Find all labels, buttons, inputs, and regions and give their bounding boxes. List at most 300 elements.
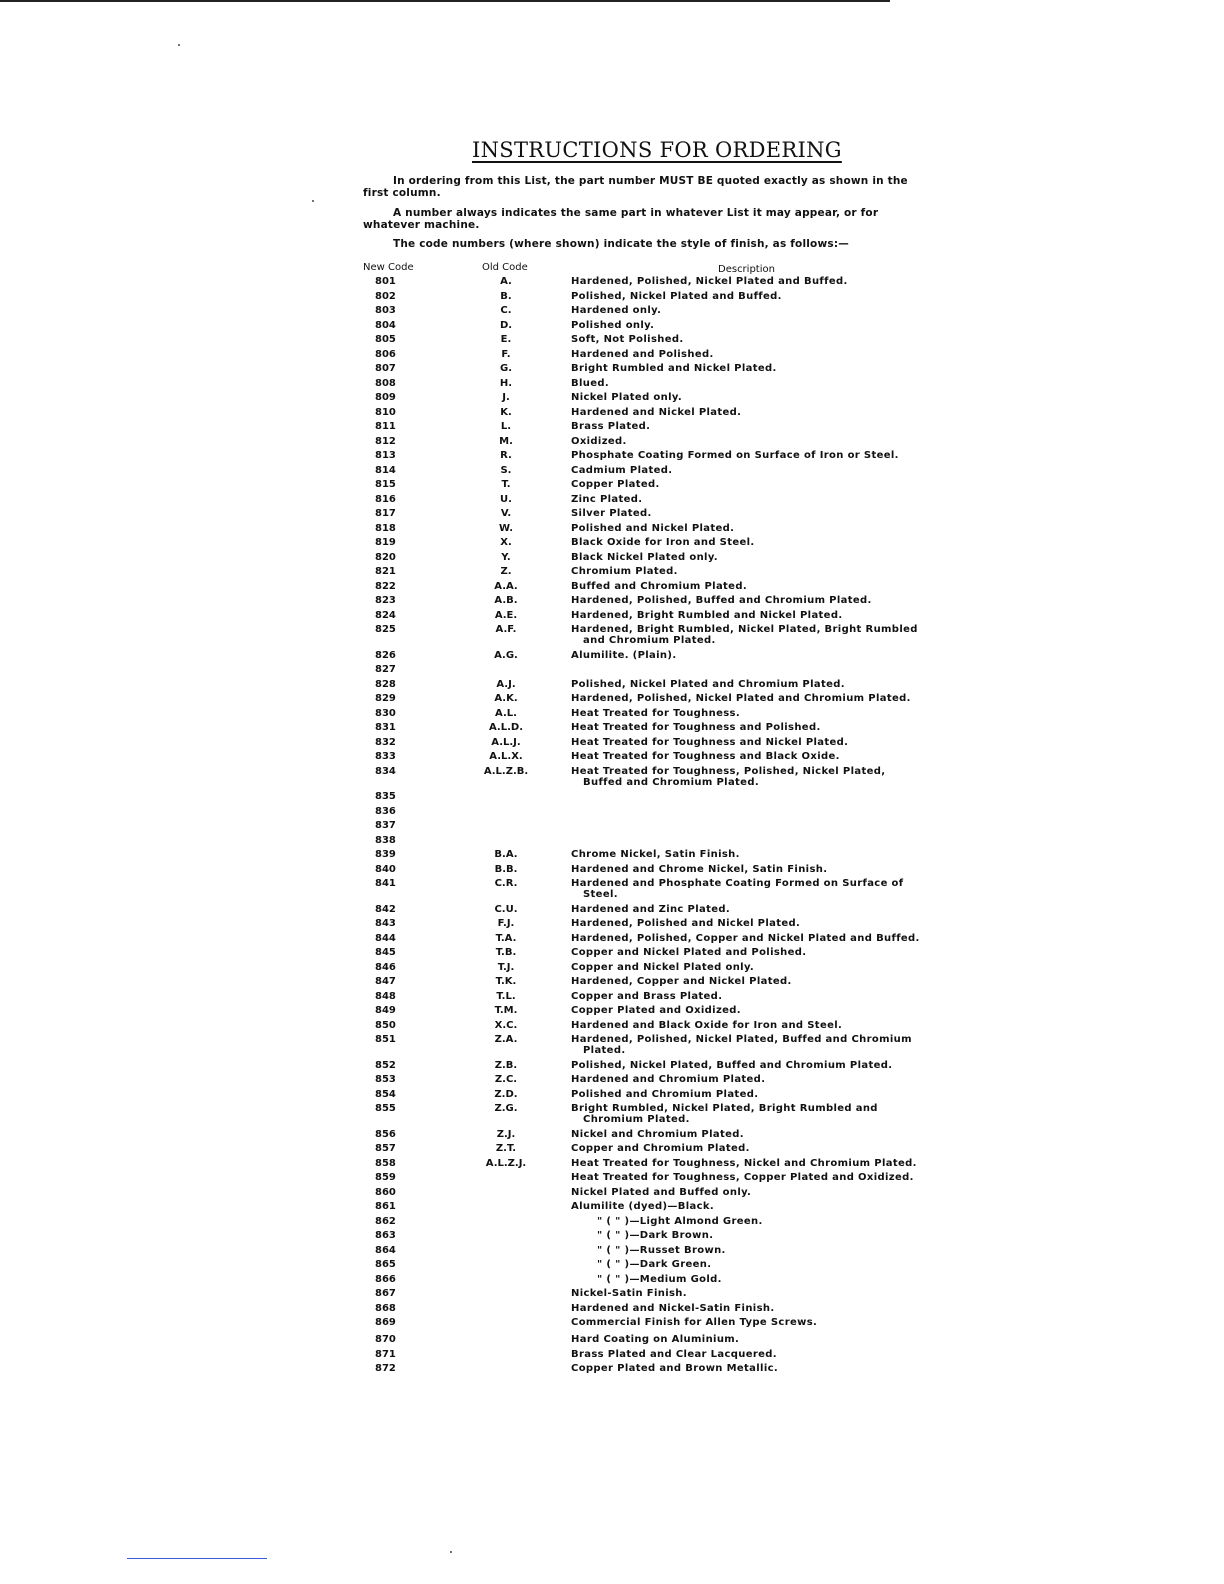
- table-row: [0, 1349, 1224, 1364]
- new-code-cell: 806: [375, 348, 396, 360]
- new-code-cell: 812: [375, 435, 396, 447]
- old-code-cell: A.B.: [494, 595, 518, 606]
- description-text: Soft, Not Polished.: [571, 334, 684, 345]
- old-code-cell: V.: [500, 508, 512, 519]
- new-code-cell: 826: [375, 649, 396, 661]
- intro-paragraph-1: In ordering from this List, the part number MUST BE quoted exactly as shown in the first column.: [363, 175, 908, 199]
- description-cell: [571, 610, 927, 621]
- description-cell: [571, 1103, 927, 1125]
- description-cell: [571, 465, 927, 476]
- old-code-cell: T.M.: [494, 1005, 518, 1016]
- new-code-cell: 867: [375, 1288, 396, 1299]
- new-code-cell: 846: [375, 961, 396, 973]
- new-code-cell: 860: [375, 1186, 396, 1198]
- new-code-cell: 849: [375, 1005, 396, 1016]
- new-code-cell: 852: [375, 1059, 396, 1071]
- table-row: [0, 581, 1224, 596]
- table-row: [0, 610, 1224, 625]
- table-row: [0, 1074, 1224, 1089]
- old-code-cell: Z.B.: [494, 1059, 518, 1071]
- table-row: [0, 864, 1224, 879]
- intro-paragraph-2: A number always indicates the same part in whatever List it may appear, or for whatever machine.: [363, 207, 879, 231]
- table-row: [0, 806, 1224, 821]
- table-row: [0, 537, 1224, 552]
- old-code-cell: Z.J.: [496, 1128, 516, 1140]
- table-row: [0, 650, 1224, 665]
- description-text: " ( " )—Light Almond Green.: [597, 1215, 763, 1227]
- table-row: [0, 693, 1224, 708]
- new-code-cell: 839: [375, 849, 396, 860]
- description-cell: [571, 1020, 927, 1031]
- description-cell: [571, 1060, 927, 1071]
- description-cell: [571, 624, 927, 646]
- old-code-cell: A.L.Z.J.: [485, 1157, 527, 1169]
- table-row: [0, 320, 1224, 335]
- table-row: [0, 1216, 1224, 1231]
- table-row: [0, 421, 1224, 436]
- description-text: Commercial Finish for Allen Type Screws.: [571, 1317, 818, 1328]
- new-code-cell: 865: [375, 1259, 396, 1270]
- top-rule: [0, 0, 890, 2]
- new-code-cell: 830: [375, 707, 396, 719]
- new-code-cell: 869: [375, 1317, 396, 1328]
- table-row: [0, 947, 1224, 962]
- description-text: Silver Plated.: [571, 508, 652, 519]
- new-code-cell: 814: [375, 464, 396, 476]
- table-row: [0, 766, 1224, 792]
- description-text: " ( " )—Medium Gold.: [597, 1273, 722, 1285]
- old-code-cell: A.: [500, 276, 512, 287]
- table-row: [0, 1060, 1224, 1075]
- old-code-cell: B.B.: [494, 863, 518, 875]
- new-code-cell: 815: [375, 479, 396, 490]
- description-text: Hardened and Nickel Plated.: [571, 406, 742, 418]
- table-row: [0, 378, 1224, 393]
- old-code-cell: X.C.: [494, 1019, 518, 1031]
- table-row: [0, 1187, 1224, 1202]
- description-cell: [571, 1349, 927, 1360]
- description-cell: [571, 450, 927, 461]
- table-row: [0, 508, 1224, 523]
- description-text: Polished and Nickel Plated.: [571, 522, 735, 534]
- new-code-cell: 822: [375, 580, 396, 592]
- description-cell: [571, 349, 927, 360]
- description-cell: [571, 650, 927, 661]
- table-row: [0, 407, 1224, 422]
- description-cell: [571, 991, 927, 1002]
- description-cell: [571, 722, 927, 733]
- old-code-cell: A.L.Z.B.: [483, 765, 529, 777]
- table-row: [0, 305, 1224, 320]
- new-code-cell: 850: [375, 1019, 396, 1031]
- description-cell: [571, 947, 927, 958]
- bottom-rule: [127, 1558, 267, 1559]
- description-cell: [571, 1129, 927, 1140]
- new-code-cell: 818: [375, 522, 396, 534]
- description-text: Heat Treated for Toughness and Polished.: [571, 722, 821, 733]
- old-code-cell: A.F.: [495, 624, 517, 635]
- table-row: [0, 1034, 1224, 1060]
- table-row: [0, 334, 1224, 349]
- table-row: [0, 664, 1224, 679]
- description-cell: [571, 595, 927, 606]
- description-cell: [571, 508, 927, 519]
- description-cell: [571, 1245, 953, 1256]
- description-text: Buffed and Chromium Plated.: [571, 580, 747, 592]
- new-code-cell: 862: [375, 1215, 396, 1227]
- new-code-cell: 841: [375, 878, 396, 889]
- description-text: Hardened and Nickel-Satin Finish.: [571, 1302, 775, 1314]
- table-row: [0, 436, 1224, 451]
- scan-speck: [178, 44, 180, 46]
- old-code-cell: G.: [499, 363, 512, 374]
- new-code-cell: 827: [375, 664, 396, 675]
- new-code-cell: 848: [375, 990, 396, 1002]
- description-text: Black Nickel Plated only.: [571, 551, 718, 563]
- description-text: Copper and Nickel Plated only.: [571, 961, 755, 973]
- description-text: Hardened, Polished, Nickel Plated and Buffed.: [571, 276, 848, 287]
- scan-speck: [450, 1551, 452, 1553]
- new-code-cell: 817: [375, 508, 396, 519]
- new-code-cell: 870: [375, 1334, 396, 1345]
- description-cell: [571, 849, 927, 860]
- description-text: Brass Plated and Clear Lacquered.: [571, 1348, 777, 1360]
- description-text: Cadmium Plated.: [571, 464, 673, 476]
- new-code-cell: 855: [375, 1103, 396, 1114]
- new-code-cell: 858: [375, 1157, 396, 1169]
- description-text: Hardened, Polished and Nickel Plated.: [571, 918, 801, 929]
- description-text: " ( " )—Dark Brown.: [597, 1230, 714, 1241]
- table-row: [0, 1089, 1224, 1104]
- intro-paragraph-3: The code numbers (where shown) indicate the style of finish, as follows:—: [393, 238, 849, 250]
- description-text: Oxidized.: [571, 435, 627, 447]
- table-row: [0, 349, 1224, 364]
- old-code-cell: T.L.: [496, 990, 516, 1002]
- column-header-description: Description: [718, 264, 775, 275]
- old-code-cell: Z.C.: [494, 1074, 518, 1085]
- new-code-cell: 807: [375, 363, 396, 374]
- old-code-cell: T.A.: [495, 932, 517, 944]
- new-code-cell: 847: [375, 976, 396, 987]
- table-row: [0, 1158, 1224, 1173]
- old-code-cell: C.: [500, 305, 512, 316]
- description-text: Heat Treated for Toughness, Nickel and Chromium Plated.: [571, 1157, 917, 1169]
- description-text: Heat Treated for Toughness and Nickel Plated.: [571, 736, 849, 748]
- old-code-cell: D.: [499, 319, 513, 331]
- new-code-cell: 861: [375, 1201, 396, 1212]
- description-text: Hard Coating on Aluminium.: [571, 1334, 740, 1345]
- new-code-cell: 823: [375, 595, 396, 606]
- new-code-cell: 813: [375, 450, 396, 461]
- new-code-cell: 845: [375, 947, 396, 958]
- new-code-cell: 803: [375, 305, 396, 316]
- old-code-cell: Y.: [501, 551, 511, 563]
- new-code-cell: 811: [375, 421, 396, 432]
- description-cell: [571, 523, 927, 534]
- description-text: Copper Plated and Oxidized.: [571, 1005, 741, 1016]
- description-continuation: Buffed and Chromium Plated.: [583, 776, 759, 788]
- table-row: [0, 1143, 1224, 1158]
- table-row: [0, 791, 1224, 806]
- table-row: [0, 679, 1224, 694]
- description-text: Chrome Nickel, Satin Finish.: [571, 849, 740, 860]
- new-code-cell: 842: [375, 903, 396, 915]
- description-cell: [571, 1172, 927, 1183]
- description-text: Heat Treated for Toughness, Copper Plated and Oxidized.: [571, 1172, 914, 1183]
- description-text: Hardened and Black Oxide for Iron and Steel.: [571, 1019, 843, 1031]
- old-code-cell: F.J.: [497, 918, 515, 929]
- description-text: Hardened and Polished.: [571, 348, 714, 360]
- table-row: [0, 962, 1224, 977]
- table-row: [0, 291, 1224, 306]
- description-cell: [571, 1143, 927, 1154]
- new-code-cell: 834: [375, 765, 396, 777]
- old-code-cell: A.K.: [494, 693, 518, 704]
- new-code-cell: 856: [375, 1128, 396, 1140]
- new-code-cell: 837: [375, 820, 396, 831]
- old-code-cell: A.E.: [494, 609, 518, 621]
- old-code-cell: Z.T.: [495, 1143, 517, 1154]
- description-cell: [571, 737, 927, 748]
- table-row: [0, 276, 1224, 291]
- description-cell: [571, 392, 927, 403]
- old-code-cell: U.: [500, 493, 512, 505]
- old-code-cell: T.B.: [495, 947, 517, 958]
- description-cell: [571, 766, 927, 788]
- old-code-cell: Z.D.: [494, 1088, 518, 1100]
- table-row: [0, 1245, 1224, 1260]
- new-code-cell: 863: [375, 1230, 396, 1241]
- table-row: [0, 1172, 1224, 1187]
- new-code-cell: 844: [375, 932, 396, 944]
- new-code-cell: 857: [375, 1143, 396, 1154]
- new-code-cell: 843: [375, 918, 396, 929]
- new-code-cell: 802: [375, 290, 396, 302]
- description-continuation: Steel.: [583, 889, 618, 900]
- old-code-cell: A.L.D.: [489, 722, 523, 733]
- table-row: [0, 737, 1224, 752]
- description-text: Nickel-Satin Finish.: [571, 1288, 687, 1299]
- old-code-cell: T.K.: [495, 976, 517, 987]
- table-row: [0, 1129, 1224, 1144]
- old-code-cell: R.: [500, 450, 512, 461]
- description-cell: [571, 1288, 927, 1299]
- description-cell: [571, 1334, 927, 1345]
- old-code-cell: W.: [498, 522, 513, 534]
- new-code-cell: 871: [375, 1348, 396, 1360]
- description-text: Black Oxide for Iron and Steel.: [571, 537, 755, 548]
- description-text: Nickel and Chromium Plated.: [571, 1128, 744, 1140]
- description-text: Polished, Nickel Plated and Chromium Plated.: [571, 678, 845, 690]
- description-text: Phosphate Coating Formed on Surface of Iron or Steel.: [571, 450, 899, 461]
- new-code-cell: 801: [375, 276, 396, 287]
- description-cell: [571, 918, 927, 929]
- description-text: Alumilite. (Plain).: [571, 649, 677, 661]
- finish-code-table: [0, 276, 1224, 1378]
- old-code-cell: B.A.: [494, 849, 518, 860]
- table-row: [0, 624, 1224, 650]
- new-code-cell: 872: [375, 1363, 396, 1374]
- table-row: [0, 552, 1224, 567]
- description-text: Bright Rumbled and Nickel Plated.: [571, 363, 777, 374]
- table-row: [0, 566, 1224, 581]
- description-cell: [571, 436, 927, 447]
- old-code-cell: H.: [499, 377, 513, 389]
- description-cell: [571, 407, 927, 418]
- description-text: Nickel Plated and Buffed only.: [571, 1186, 752, 1198]
- description-cell: [571, 1363, 927, 1374]
- table-row: [0, 991, 1224, 1006]
- old-code-cell: C.R.: [494, 878, 518, 889]
- description-cell: [571, 479, 927, 490]
- old-code-cell: A.L.: [495, 707, 517, 719]
- description-cell: [571, 1005, 927, 1016]
- page-title: INSTRUCTIONS FOR ORDERING: [472, 138, 842, 162]
- description-text: Hardened, Copper and Nickel Plated.: [571, 976, 792, 987]
- description-cell: [571, 1201, 927, 1212]
- new-code-cell: 835: [375, 791, 396, 802]
- table-row: [0, 1274, 1224, 1289]
- new-code-cell: 833: [375, 751, 396, 762]
- description-cell: [571, 751, 927, 762]
- description-cell: [571, 1034, 927, 1056]
- description-cell: [571, 305, 927, 316]
- description-cell: [571, 334, 927, 345]
- table-row: [0, 820, 1224, 835]
- table-row: [0, 918, 1224, 933]
- description-cell: [571, 552, 927, 563]
- old-code-cell: Z.: [500, 566, 512, 577]
- description-continuation: Plated.: [583, 1045, 626, 1056]
- description-text: " ( " )—Dark Green.: [597, 1259, 712, 1270]
- new-code-cell: 808: [375, 377, 396, 389]
- description-text: Copper and Brass Plated.: [571, 990, 723, 1002]
- description-cell: [571, 1317, 927, 1328]
- table-row: [0, 1103, 1224, 1129]
- new-code-cell: 810: [375, 406, 396, 418]
- new-code-cell: 832: [375, 736, 396, 748]
- old-code-cell: J.: [502, 392, 510, 403]
- description-text: Brass Plated.: [571, 421, 651, 432]
- table-row: [0, 1334, 1224, 1349]
- table-row: [0, 494, 1224, 509]
- description-text: Polished, Nickel Plated, Buffed and Chromium Plated.: [571, 1059, 893, 1071]
- column-header-old-code: Old Code: [482, 262, 528, 273]
- new-code-cell: 864: [375, 1244, 396, 1256]
- new-code-cell: 825: [375, 624, 396, 635]
- old-code-cell: S.: [500, 464, 512, 476]
- new-code-cell: 805: [375, 334, 396, 345]
- description-text: Zinc Plated.: [571, 493, 643, 505]
- description-cell: [571, 878, 927, 900]
- new-code-cell: 816: [375, 493, 396, 505]
- description-cell: [571, 693, 927, 704]
- description-text: Hardened, Polished, Nickel Plated and Chromium Plated.: [571, 693, 911, 704]
- description-cell: [571, 962, 927, 973]
- description-cell: [571, 276, 927, 287]
- description-cell: [571, 1158, 927, 1169]
- old-code-cell: A.L.X.: [489, 751, 523, 762]
- new-code-cell: 820: [375, 551, 396, 563]
- description-text: Hardened and Zinc Plated.: [571, 903, 731, 915]
- table-row: [0, 523, 1224, 538]
- old-code-cell: T.J.: [497, 961, 515, 973]
- description-text: Heat Treated for Toughness.: [571, 707, 740, 719]
- new-code-cell: 840: [375, 863, 396, 875]
- table-row: [0, 708, 1224, 723]
- description-cell: [571, 320, 927, 331]
- description-cell: [571, 1303, 927, 1314]
- table-row: [0, 878, 1224, 904]
- table-row: [0, 479, 1224, 494]
- table-row: [0, 722, 1224, 737]
- description-cell: [571, 421, 927, 432]
- old-code-cell: C.U.: [494, 903, 518, 915]
- description-cell: [571, 708, 927, 719]
- new-code-cell: 851: [375, 1034, 396, 1045]
- description-cell: [571, 291, 927, 302]
- table-row: [0, 1230, 1224, 1245]
- description-text: Polished and Chromium Plated.: [571, 1088, 759, 1100]
- table-row: [0, 392, 1224, 407]
- description-cell: [571, 976, 927, 987]
- description-text: Chromium Plated.: [571, 566, 678, 577]
- description-cell: [571, 1230, 953, 1241]
- description-continuation: Chromium Plated.: [583, 1114, 690, 1125]
- table-row: [0, 976, 1224, 991]
- description-cell: [571, 537, 927, 548]
- description-cell: [571, 363, 927, 374]
- new-code-cell: 819: [375, 537, 396, 548]
- new-code-cell: 828: [375, 678, 396, 690]
- description-cell: [571, 1216, 953, 1227]
- table-row: [0, 849, 1224, 864]
- new-code-cell: 829: [375, 693, 396, 704]
- description-cell: [571, 494, 927, 505]
- new-code-cell: 809: [375, 392, 396, 403]
- table-row: [0, 1317, 1224, 1334]
- table-row: [0, 1005, 1224, 1020]
- table-row: [0, 1259, 1224, 1274]
- old-code-cell: X.: [500, 537, 512, 548]
- description-text: Heat Treated for Toughness and Black Oxide.: [571, 751, 840, 762]
- description-text: Hardened only.: [571, 305, 662, 316]
- new-code-cell: 838: [375, 834, 396, 846]
- description-cell: [571, 1089, 927, 1100]
- table-row: [0, 1020, 1224, 1035]
- table-row: [0, 1303, 1224, 1318]
- old-code-cell: E.: [500, 334, 512, 345]
- table-row: [0, 465, 1224, 480]
- description-text: Copper Plated and Brown Metallic.: [571, 1363, 779, 1374]
- description-text: Heat Treated for Toughness, Polished, Nickel Plated,: [571, 765, 886, 777]
- description-text: " ( " )—Russet Brown.: [597, 1244, 726, 1256]
- description-cell: [571, 933, 927, 944]
- table-row: [0, 835, 1224, 850]
- old-code-cell: B.: [500, 290, 512, 302]
- description-text: Copper and Chromium Plated.: [571, 1143, 750, 1154]
- table-row: [0, 595, 1224, 610]
- old-code-cell: A.G.: [494, 649, 518, 661]
- description-text: Hardened, Polished, Copper and Nickel Plated and Buffed.: [571, 932, 920, 944]
- new-code-cell: 831: [375, 722, 396, 733]
- description-cell: [571, 566, 927, 577]
- old-code-cell: A.J.: [496, 678, 516, 690]
- scan-speck: [312, 200, 314, 202]
- description-text: Copper and Nickel Plated and Polished.: [571, 947, 807, 958]
- table-row: [0, 904, 1224, 919]
- old-code-cell: M.: [499, 435, 513, 447]
